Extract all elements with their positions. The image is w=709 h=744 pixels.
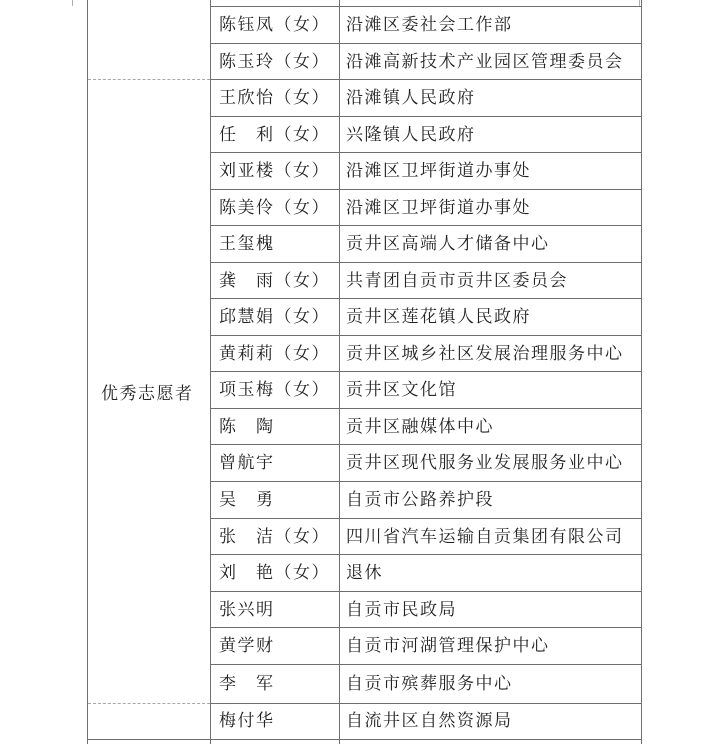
row-line — [210, 591, 642, 592]
honoree-organization: 贡井区文化馆 — [346, 380, 457, 400]
honoree-name: 陈钰凤（女） — [219, 15, 330, 35]
honoree-organization: 沿滩镇人民政府 — [346, 88, 476, 108]
row-line — [210, 554, 642, 555]
row-line — [210, 408, 642, 409]
honoree-name: 吴 勇 — [219, 490, 275, 510]
honoree-organization: 贡井区融媒体中心 — [346, 417, 494, 437]
honoree-organization: 贡井区高端人才储备中心 — [346, 234, 550, 254]
row-line — [210, 189, 642, 190]
honoree-organization: 自贡市民政局 — [346, 600, 457, 620]
honoree-organization: 共青团自贡市贡井区委员会 — [346, 271, 568, 291]
row-line — [210, 335, 642, 336]
honoree-organization: 贡井区城乡社区发展治理服务中心 — [346, 344, 624, 364]
column-divider-org — [339, 0, 340, 744]
honoree-name: 梅付华 — [219, 711, 275, 731]
row-line — [210, 481, 642, 482]
honoree-name: 陈美伶（女） — [219, 198, 330, 218]
honoree-name: 曾航宇 — [219, 453, 275, 473]
row-line — [210, 627, 642, 628]
table-border-left — [87, 0, 88, 744]
category-label: 优秀志愿者 — [101, 384, 194, 404]
honoree-organization: 自贡市河湖管理保护中心 — [346, 636, 550, 656]
honoree-name: 任 利（女） — [219, 125, 330, 145]
corner-mark-left — [72, 0, 73, 6]
table-border-bottom — [87, 739, 642, 740]
row-line — [210, 371, 642, 372]
honoree-name: 张兴明 — [219, 600, 275, 620]
honoree-organization: 沿滩区委社会工作部 — [346, 15, 513, 35]
honoree-name: 张 洁（女） — [219, 527, 330, 547]
honoree-organization: 四川省汽车运输自贡集团有限公司 — [346, 527, 624, 547]
row-line — [210, 664, 642, 665]
row-line — [210, 43, 642, 44]
honoree-name: 王欣怡（女） — [219, 88, 330, 108]
row-line — [210, 225, 642, 226]
row-line — [210, 116, 642, 117]
row-line — [210, 518, 642, 519]
honoree-organization: 自贡市殡葬服务中心 — [346, 674, 513, 694]
honoree-organization: 兴隆镇人民政府 — [346, 125, 476, 145]
row-line — [210, 6, 642, 7]
honoree-name: 邱慧娟（女） — [219, 307, 330, 327]
honoree-organization: 退休 — [346, 563, 383, 583]
honoree-name: 龚 雨（女） — [219, 271, 330, 291]
row-line — [210, 152, 642, 153]
row-line — [210, 298, 642, 299]
table-border-right — [641, 0, 642, 744]
honoree-organization: 贡井区莲花镇人民政府 — [346, 307, 531, 327]
honoree-name: 陈 陶 — [219, 417, 275, 437]
honoree-organization: 自流井区自然资源局 — [346, 711, 513, 731]
row-line — [210, 703, 642, 704]
honoree-name: 项玉梅（女） — [219, 380, 330, 400]
honoree-name: 黄莉莉（女） — [219, 344, 330, 364]
honoree-name: 陈玉玲（女） — [219, 52, 330, 72]
honoree-organization: 贡井区现代服务业发展服务业中心 — [346, 453, 624, 473]
honoree-name: 黄学财 — [219, 636, 275, 656]
category-separator-bottom — [88, 703, 210, 704]
honoree-organization: 沿滩高新技术产业园区管理委员会 — [346, 52, 624, 72]
row-line — [210, 444, 642, 445]
honoree-name: 王玺槐 — [219, 234, 275, 254]
column-divider-name — [210, 0, 211, 744]
honoree-name: 刘 艳（女） — [219, 563, 330, 583]
honoree-organization: 沿滩区卫坪街道办事处 — [346, 198, 531, 218]
honoree-name: 刘亚楼（女） — [219, 161, 330, 181]
honoree-name: 李 军 — [219, 674, 275, 694]
honoree-organization: 沿滩区卫坪街道办事处 — [346, 161, 531, 181]
honoree-organization: 自贡市公路养护段 — [346, 490, 494, 510]
row-line — [210, 262, 642, 263]
category-separator-top — [88, 79, 210, 80]
row-line — [210, 79, 642, 80]
